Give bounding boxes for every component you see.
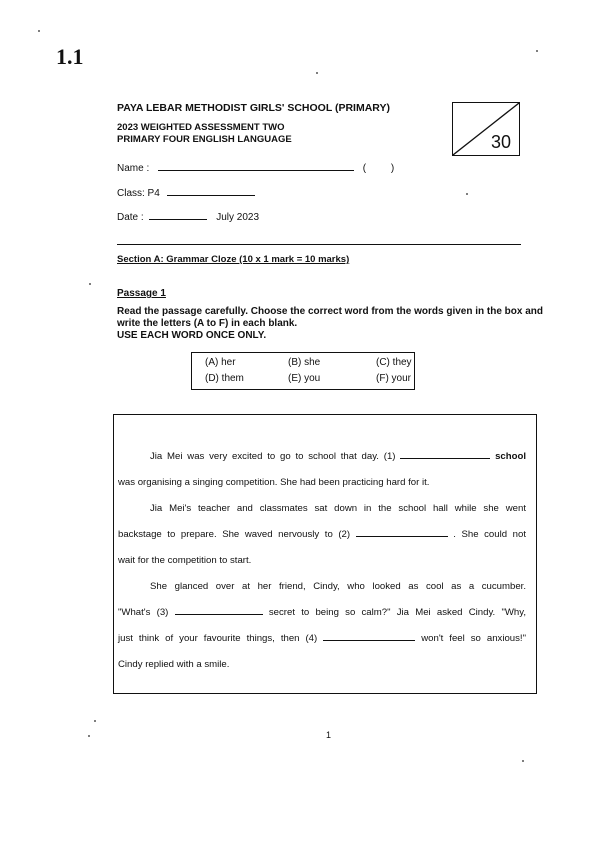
passage-text-run: Jia Mei was very excited to go to school that day. (1)	[150, 451, 396, 462]
scan-speck	[316, 72, 318, 74]
passage-line	[118, 652, 526, 678]
passage-line	[118, 470, 526, 496]
name-field	[117, 163, 394, 174]
option-d: (D) them	[205, 373, 244, 384]
passage-text-run: She glanced over at her friend, Cindy, who looked as cool as a cucumber.	[150, 581, 526, 592]
blank-4[interactable]	[323, 630, 415, 641]
max-score: 30	[490, 132, 511, 152]
blank-2[interactable]	[356, 526, 448, 537]
passage-line	[118, 444, 526, 470]
passage-text-run: just think of your favourite things, then (4)	[118, 633, 318, 644]
scan-speck	[89, 283, 91, 285]
passage-line	[118, 496, 526, 522]
assessment-title: 2023 WEIGHTED ASSESSMENT TWO	[117, 122, 285, 133]
passage-text-run: wait for the competition to start.	[118, 555, 252, 566]
school-name: PAYA LEBAR METHODIST GIRLS' SCHOOL (PRIMARY)	[117, 102, 390, 114]
passage-line	[118, 600, 526, 626]
class-field	[117, 188, 255, 199]
scan-speck	[88, 735, 90, 737]
option-f: (F) your	[376, 373, 411, 384]
date-field	[117, 212, 259, 223]
name-label: Name :	[117, 163, 150, 174]
scan-speck	[536, 50, 538, 52]
date-label: Date :	[117, 212, 144, 223]
section-title: Section A: Grammar Cloze (10 x 1 mark = 10 marks)	[117, 254, 350, 265]
passage-text-run: was organising a singing competition. She had been practicing hard for it.	[118, 477, 430, 488]
index-open-paren: (	[362, 163, 367, 174]
instructions	[117, 306, 547, 342]
class-blank[interactable]	[167, 195, 255, 196]
name-blank[interactable]	[158, 170, 354, 171]
page-marker: 1.1	[56, 44, 84, 69]
instructions-text: Read the passage carefully. Choose the correct word from the words given in the box and write the letters (A to F) in each blank.	[117, 306, 544, 329]
word-box	[191, 352, 415, 390]
date-suffix: July 2023	[216, 212, 260, 223]
passage-text-run: won't feel so anxious!"	[421, 633, 527, 644]
index-close-paren: )	[390, 163, 395, 174]
subject-title: PRIMARY FOUR ENGLISH LANGUAGE	[117, 134, 292, 145]
score-box	[452, 102, 520, 156]
passage-text-run: Jia Mei's teacher and classmates sat down in the school hall while she went	[150, 503, 526, 514]
blank-1[interactable]	[400, 448, 490, 459]
page-number: 1	[326, 730, 332, 740]
scan-speck	[522, 760, 524, 762]
passage-text-run: "What's (3)	[118, 607, 169, 618]
passage-box	[113, 414, 537, 694]
option-b: (B) she	[288, 357, 321, 368]
passage-line	[118, 522, 526, 548]
section-divider	[117, 244, 521, 245]
date-blank[interactable]	[149, 219, 207, 220]
passage-line	[118, 574, 526, 600]
passage-text-run: secret to being so calm?" Jia Mei asked Cindy. "Why,	[268, 607, 526, 618]
passage-line	[118, 626, 526, 652]
option-a: (A) her	[205, 357, 236, 368]
class-label: Class: P4	[117, 188, 160, 199]
scan-speck	[94, 720, 96, 722]
option-e: (E) you	[288, 373, 321, 384]
passage-text-run: backstage to prepare. She waved nervously to (2)	[118, 529, 351, 540]
option-c: (C) they	[376, 357, 412, 368]
passage-text-run: Cindy replied with a smile.	[118, 659, 230, 670]
scan-speck	[38, 30, 40, 32]
passage-text-run: school	[495, 451, 527, 462]
passage-text-run: . She could not	[453, 529, 526, 540]
passage-title: Passage 1	[117, 288, 166, 299]
blank-3[interactable]	[175, 604, 263, 615]
passage-line	[118, 548, 526, 574]
scan-speck	[466, 193, 468, 195]
instructions-rule: USE EACH WORD ONCE ONLY.	[117, 330, 267, 341]
passage-text	[118, 444, 526, 678]
